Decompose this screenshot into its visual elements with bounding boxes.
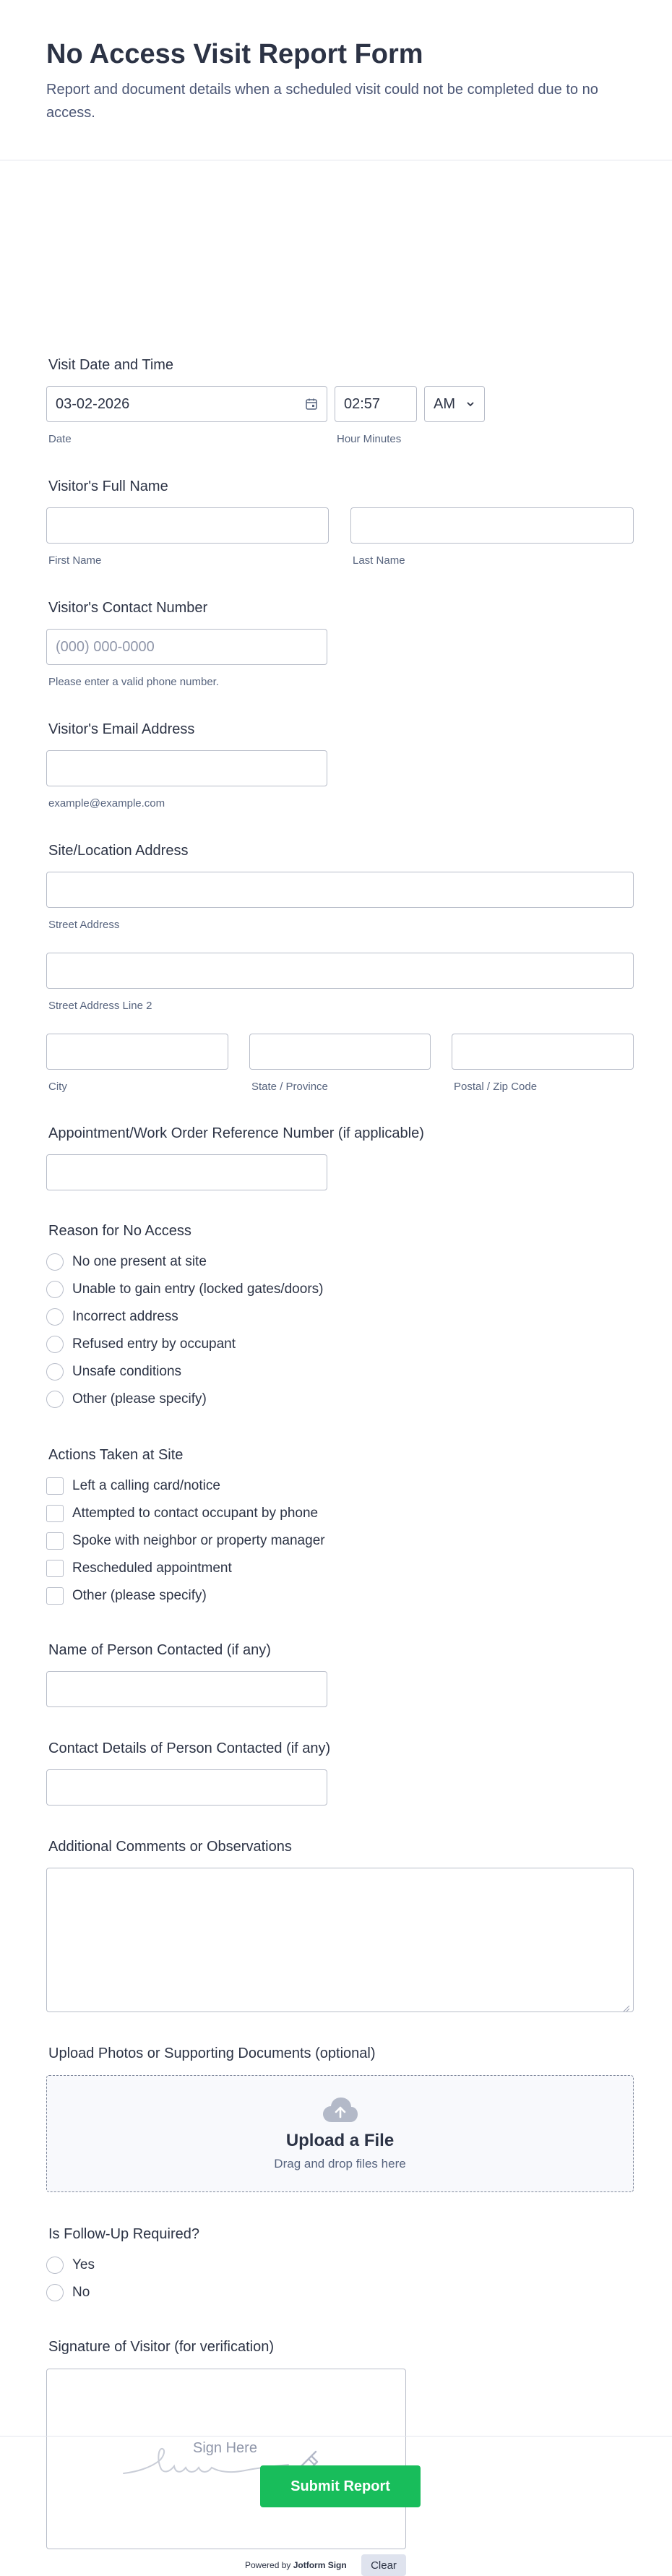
reason-option-label: Unsafe conditions <box>72 1364 182 1379</box>
zip-input[interactable] <box>452 1034 634 1070</box>
followup-option-label: No <box>72 2285 90 2300</box>
followup-option-label: Yes <box>72 2257 95 2272</box>
date-sublabel: Date <box>48 433 72 445</box>
phone-input[interactable] <box>46 629 327 665</box>
zip-sublabel: Postal / Zip Code <box>454 1081 538 1093</box>
upload-label: Upload Photos or Supporting Documents (optional) <box>48 2045 376 2061</box>
action-option-label: Other (please specify) <box>72 1588 207 1603</box>
street-address-sublabel: Street Address <box>48 919 120 931</box>
reason-option[interactable] <box>46 1331 480 1358</box>
action-option-label: Attempted to contact occupant by phone <box>72 1506 319 1521</box>
last-name-sublabel: Last Name <box>353 554 405 567</box>
radio-button[interactable] <box>46 1391 64 1408</box>
radio-button[interactable] <box>46 1281 64 1298</box>
time-value: 02:57 <box>344 395 381 412</box>
contact-details-label: Contact Details of Person Contacted (if any) <box>48 1740 331 1756</box>
contact-number-label: Visitor's Contact Number <box>48 600 208 616</box>
ampm-select[interactable] <box>424 386 485 422</box>
person-contacted-input[interactable] <box>46 1671 327 1707</box>
first-name-input[interactable] <box>46 507 329 544</box>
phone-sublabel: Please enter a valid phone number. <box>48 676 219 688</box>
calendar-icon[interactable] <box>305 398 318 411</box>
reason-option-label: No one present at site <box>72 1254 207 1269</box>
form-subtitle: Report and document details when a scheduled visit could not be completed due to no access. <box>46 82 598 121</box>
followup-label: Is Follow-Up Required? <box>48 2226 199 2242</box>
email-sublabel: example@example.com <box>48 797 165 810</box>
action-option[interactable] <box>46 1500 480 1527</box>
action-option-label: Left a calling card/notice <box>72 1478 220 1493</box>
date-value: 03-02-2026 <box>56 395 130 412</box>
followup-options <box>46 2251 335 2306</box>
reason-option[interactable] <box>46 1276 480 1303</box>
reason-label: Reason for No Access <box>48 1223 191 1239</box>
reason-option-label: Incorrect address <box>72 1309 178 1324</box>
action-option[interactable] <box>46 1527 480 1555</box>
reason-option-label: Unable to gain entry (locked gates/doors) <box>72 1281 324 1297</box>
person-contacted-label: Name of Person Contacted (if any) <box>48 1642 271 1658</box>
form-title: No Access Visit Report Form <box>46 39 423 69</box>
sign-here-placeholder: Sign Here <box>193 2440 257 2456</box>
street-address-2-input[interactable] <box>46 953 634 989</box>
radio-button[interactable] <box>46 2284 64 2301</box>
followup-option-no[interactable] <box>46 2279 335 2306</box>
reference-label: Appointment/Work Order Reference Number (if applicable) <box>48 1125 424 1141</box>
upload-subtitle: Drag and drop files here <box>274 2157 406 2171</box>
street-address-2-sublabel: Street Address Line 2 <box>48 1000 152 1012</box>
address-label: Site/Location Address <box>48 843 189 859</box>
checkbox[interactable] <box>46 1587 64 1605</box>
form-header <box>0 0 672 160</box>
action-option[interactable] <box>46 1555 480 1582</box>
action-option[interactable] <box>46 1582 480 1610</box>
powered-prefix: Powered by <box>245 2560 291 2570</box>
clear-signature-button[interactable]: Clear <box>361 2554 406 2576</box>
upload-title: Upload a File <box>285 2131 395 2150</box>
ampm-value: AM <box>434 395 455 412</box>
first-name-sublabel: First Name <box>48 554 102 567</box>
reason-options <box>46 1248 480 1413</box>
checkbox[interactable] <box>46 1477 64 1495</box>
followup-option-yes[interactable] <box>46 2251 335 2279</box>
radio-button[interactable] <box>46 1308 64 1326</box>
comments-label: Additional Comments or Observations <box>48 1839 292 1855</box>
date-input[interactable] <box>46 386 327 422</box>
city-input[interactable] <box>46 1034 228 1070</box>
phone-placeholder: (000) 000-0000 <box>56 638 155 655</box>
full-name-label: Visitor's Full Name <box>48 478 168 494</box>
email-input[interactable] <box>46 750 327 786</box>
cloud-upload-icon <box>322 2096 359 2124</box>
action-option-label: Rescheduled appointment <box>72 1560 232 1576</box>
last-name-input[interactable] <box>350 507 634 544</box>
actions-label: Actions Taken at Site <box>48 1447 184 1463</box>
submit-button[interactable]: Submit Report <box>260 2465 421 2507</box>
contact-details-input[interactable] <box>46 1769 327 1806</box>
signature-label: Signature of Visitor (for verification) <box>48 2339 274 2355</box>
actions-options <box>46 1472 480 1610</box>
comments-textarea[interactable] <box>46 1868 634 2012</box>
time-input[interactable] <box>335 386 417 422</box>
state-input[interactable] <box>249 1034 431 1070</box>
reference-input[interactable] <box>46 1154 327 1190</box>
reason-option-label: Other (please specify) <box>72 1391 207 1407</box>
powered-by-note <box>245 2560 347 2570</box>
checkbox[interactable] <box>46 1532 64 1550</box>
action-option-label: Spoke with neighbor or property manager <box>72 1533 325 1548</box>
reason-option[interactable] <box>46 1303 480 1331</box>
time-sublabel: Hour Minutes <box>337 433 402 445</box>
radio-button[interactable] <box>46 1253 64 1271</box>
chevron-down-icon <box>465 399 475 409</box>
radio-button[interactable] <box>46 2257 64 2274</box>
reason-option[interactable] <box>46 1358 480 1386</box>
reason-option[interactable] <box>46 1386 480 1413</box>
resize-grip-icon[interactable] <box>621 2000 630 2009</box>
radio-button[interactable] <box>46 1363 64 1381</box>
state-sublabel: State / Province <box>251 1081 328 1093</box>
reason-option[interactable] <box>46 1248 480 1276</box>
visit-date-label: Visit Date and Time <box>48 357 174 373</box>
checkbox[interactable] <box>46 1505 64 1522</box>
reason-option-label: Refused entry by occupant <box>72 1336 236 1352</box>
action-option[interactable] <box>46 1472 480 1500</box>
form-footer <box>0 2436 672 2543</box>
upload-dropzone[interactable] <box>46 2075 634 2192</box>
radio-button[interactable] <box>46 1336 64 1353</box>
email-label: Visitor's Email Address <box>48 721 195 737</box>
street-address-input[interactable] <box>46 872 634 908</box>
city-sublabel: City <box>48 1081 67 1093</box>
powered-brand: Jotform Sign <box>293 2560 347 2570</box>
checkbox[interactable] <box>46 1560 64 1577</box>
